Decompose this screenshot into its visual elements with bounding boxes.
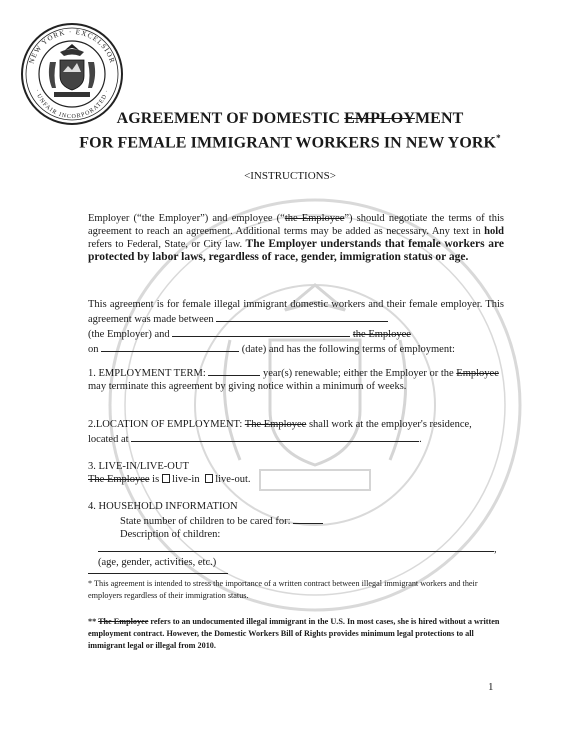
- children-count-field[interactable]: [293, 513, 323, 524]
- agreement-paragraph: This agreement is for female illegal immigrant domestic workers and their female employer. This agreement was made between (the Employer) and the Employee on (date) and has the following terms of employment:: [88, 299, 504, 355]
- employer-name-field[interactable]: [216, 311, 388, 322]
- residence-address-field[interactable]: [131, 431, 419, 442]
- title-footnote-mark: *: [496, 133, 501, 143]
- footnote-divider: [88, 573, 228, 574]
- instructions-label: <INSTRUCTIONS>: [244, 170, 336, 182]
- children-description-field[interactable]: [98, 541, 494, 552]
- employee-name-field[interactable]: [172, 326, 350, 337]
- footnote-1: * This agreement is intended to stress the importance of a written contract between illegal immigrant workers and their employers regardless of their immigration status.: [88, 579, 478, 600]
- section-employment-term: 1. EMPLOYMENT TERM: year(s) renewable; either the Employer or the Employee may terminate this agreement by giving notice within a minimum of weeks.: [88, 365, 504, 393]
- document-title-line2: FOR FEMALE IMMIGRANT WORKERS IN NEW YORK*: [79, 133, 501, 152]
- date-field[interactable]: [101, 341, 239, 352]
- seal-text-top: NEW YORK · EXCELSIOR: [27, 27, 117, 65]
- section-household-info: 4. HOUSEHOLD INFORMATION State number of children to be cared for: Description of children: , (age, gender, activities, etc.): [88, 501, 497, 568]
- title-struck-word: EMPLOY: [344, 110, 415, 127]
- live-out-checkbox[interactable]: [205, 474, 213, 483]
- footnote-2: ** The Employee refers to an undocumented illegal immigrant in the U.S. In most cases, she is hired without a written employment contract. However, the Domestic Workers Bill of Rights provides minimum legal protections to all immigrant legal or illegal from 2010.: [88, 617, 500, 650]
- term-years-field[interactable]: [208, 365, 260, 376]
- document-title-line1: AGREEMENT OF DOMESTIC EMPLOYMENT: [116, 110, 464, 127]
- seal-text-bottom: · UNFAIR INCORPORATED ·: [33, 88, 111, 121]
- live-in-checkbox[interactable]: [162, 474, 170, 483]
- intro-paragraph: Employer (“the Employer”) and employee (“the Employee”) should negotiate the terms of this agreement to reach an agreement. Additional terms may be added as necessary. Any text in hold refers to Federal, State, or City law. The Employer understands that female workers are protected by labor laws, regardless of race, gender, immigration status or age.: [88, 213, 505, 263]
- page-number: 1: [488, 681, 494, 693]
- section-location: 2.LOCATION OF EMPLOYMENT: The Employee shall work at the employer's residence, located at .: [88, 419, 472, 445]
- section-live-in-out: 3. LIVE-IN/LIVE-OUT The Employee is live-in live-out.: [88, 461, 251, 485]
